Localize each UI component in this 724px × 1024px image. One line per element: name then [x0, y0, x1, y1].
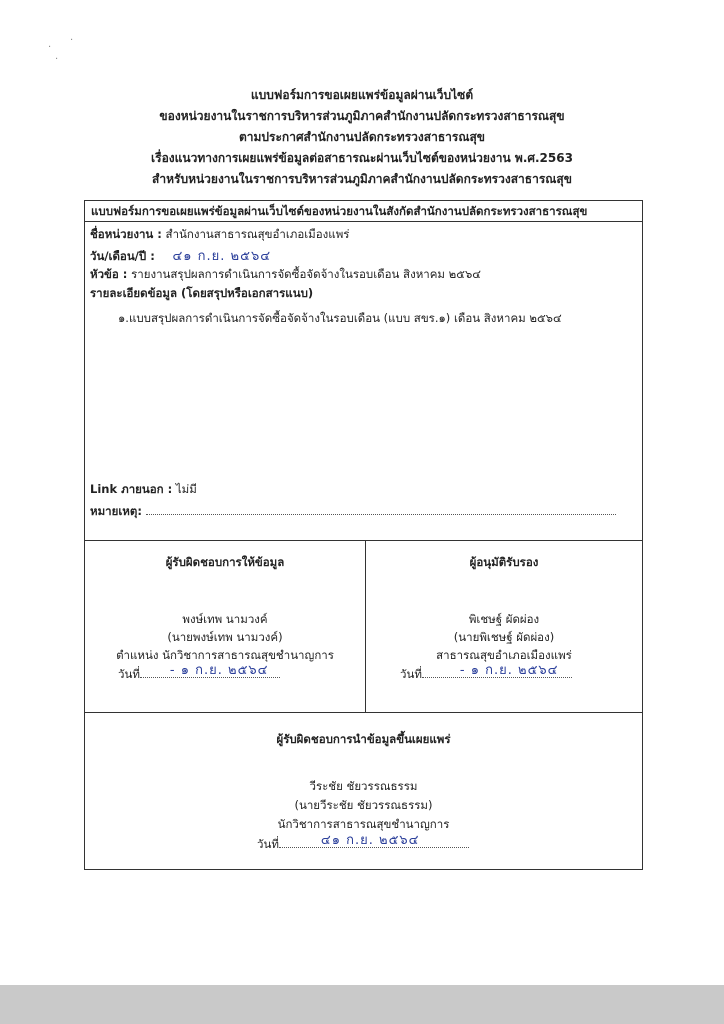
- header-line-5: สำหรับหน่วยงานในราชการบริหารส่วนภูมิภาคสำนักงานปลัดกระทรวงสาธารณสุข: [152, 172, 572, 186]
- publisher-date-label: วันที่: [257, 837, 279, 851]
- publisher-heading: ผู้รับผิดชอบการนำข้อมูลขึ้นเผยแพร่: [276, 732, 451, 746]
- header-line-3: ตามประกาศสำนักงานปลัดกระทรวงสาธารณสุข: [238, 130, 485, 144]
- provider-date-line: [140, 665, 280, 678]
- provider-date-label: วันที่: [118, 667, 140, 681]
- unit-label: ชื่อหน่วยงาน :: [90, 227, 162, 241]
- subject-label: หัวข้อ :: [90, 267, 128, 281]
- remark-label: หมายเหตุ:: [90, 504, 142, 518]
- provider-name: พงษ์เทพ นามวงค์: [182, 612, 268, 626]
- signatures-section: [85, 541, 642, 713]
- link-label: Link ภายนอก :: [90, 482, 173, 496]
- header-line-2: ของหน่วยงานในราชการบริหารส่วนภูมิภาคสำนักงานปลัดกระทรวงสาธารณสุข: [159, 109, 565, 123]
- approver-block: [366, 541, 642, 712]
- approver-fullname: (นายพิเชษฐ์ ผัดผ่อง): [453, 630, 555, 644]
- scan-speck: ·: [48, 42, 52, 53]
- detail-item: ๑.แบบสรุปผลการดำเนินการจัดซื้อจัดจ้างในรอบเดือน (แบบ สขร.๑) เดือน สิงหาคม ๒๕๖๔: [118, 311, 562, 325]
- provider-date-row: [118, 665, 280, 684]
- scan-speck: ·: [55, 54, 59, 65]
- publisher-name: วีระชัย ชัยวรรณธรรม: [309, 779, 418, 793]
- publisher-date-row: [257, 835, 469, 854]
- date-stamp: ๔๑ ก.ย. ๒๕๖๔: [172, 249, 272, 264]
- date-row: [90, 245, 271, 266]
- approver-date-stamp: - ๑ ก.ย. ๒๕๖๔: [459, 663, 559, 678]
- subject-row: [90, 266, 481, 284]
- provider-position: ตำแหน่ง นักวิชาการสาธารณสุขชำนาญการ: [116, 648, 334, 662]
- form-title: แบบฟอร์มการขอเผยแพร่ข้อมูลผ่านเว็บไซต์ของหน่วยงานในสังกัดสำนักงานปลัดกระทรวงสาธารณสุข: [85, 201, 642, 222]
- publisher-date-line: [279, 835, 469, 848]
- header-line-1: แบบฟอร์มการขอเผยแพร่ข้อมูลผ่านเว็บไซต์: [250, 88, 474, 102]
- remark-row: [90, 502, 616, 521]
- provider-heading: ผู้รับผิดชอบการให้ข้อมูล: [165, 555, 285, 569]
- link-row: [90, 481, 197, 499]
- publisher-date-stamp: ๔๑ ก.ย. ๒๕๖๔: [320, 833, 420, 848]
- scan-speck: ·: [70, 35, 74, 46]
- approver-date-row: [400, 665, 572, 684]
- unit-row: [90, 226, 349, 244]
- form-details-section: [85, 222, 642, 541]
- document-header: [0, 85, 724, 190]
- publisher-fullname: (นายวีระชัย ชัยวรรณธรรม): [294, 798, 433, 812]
- header-line-4: เรื่องแนวทางการเผยแพร่ข้อมูลต่อสาธารณะผ่านเว็บไซต์ของหน่วยงาน พ.ศ.2563: [151, 151, 573, 165]
- approver-name: พิเชษฐ์ ผัดผ่อง: [468, 612, 540, 626]
- publisher-section: [85, 713, 642, 872]
- approver-heading: ผู้อนุมัติรับรอง: [469, 555, 539, 569]
- link-value: ไม่มี: [175, 482, 197, 496]
- remark-dotted-line: [146, 502, 616, 515]
- scan-edge-bar: [0, 985, 724, 1024]
- publish-request-form: [84, 200, 643, 870]
- provider-block: [85, 541, 365, 712]
- subject-value: รายงานสรุปผลการดำเนินการจัดซื้อจัดจ้างในรอบเดือน สิงหาคม ๒๕๖๔: [131, 267, 481, 281]
- approver-position: สาธารณสุขอำเภอเมืองแพร่: [436, 648, 572, 662]
- publisher-position: นักวิชาการสาธารณสุขชำนาญการ: [277, 817, 450, 831]
- approver-date-line: [422, 665, 572, 678]
- approver-date-label: วันที่: [400, 667, 422, 681]
- provider-date-stamp: - ๑ ก.ย. ๒๕๖๔: [169, 663, 269, 678]
- unit-value: สำนักงานสาธารณสุขอำเภอเมืองแพร่: [165, 227, 350, 241]
- detail-label: รายละเอียดข้อมูล (โดยสรุปหรือเอกสารแนบ): [90, 286, 314, 300]
- provider-fullname: (นายพงษ์เทพ นามวงค์): [167, 630, 283, 644]
- date-label: วัน/เดือน/ปี :: [90, 249, 155, 263]
